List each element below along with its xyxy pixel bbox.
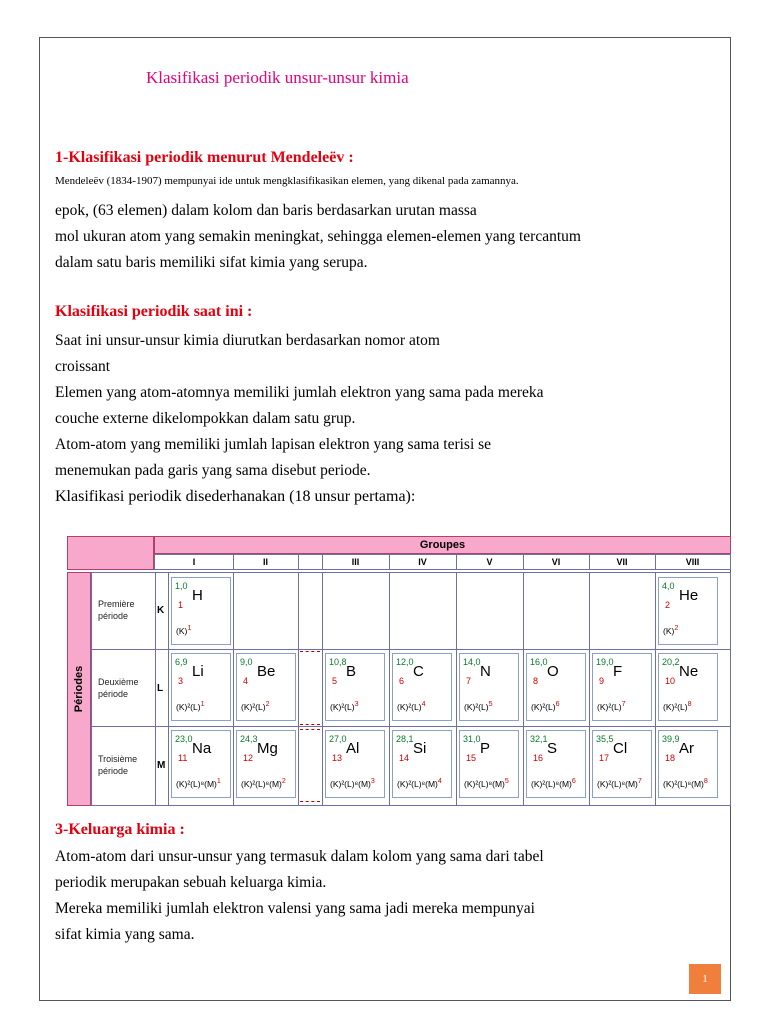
text-line: Saat ini unsur-unsur kimia diurutkan berdasarkan nomor atom (55, 332, 440, 349)
text-line: Atom-atom yang memiliki jumlah lapisan elektron yang sama terisi se (55, 436, 492, 453)
group-numeral: I (192, 557, 196, 567)
shell-label: K (157, 605, 165, 616)
element-cell: 20,2 Ne 10 $(K)^2(L)^8$ (658, 653, 718, 721)
period-label: Première période (98, 599, 135, 621)
text-line: menemukan pada garis yang sama disebut periode. (55, 462, 371, 479)
text-line: sifat kimia yang sama. (55, 926, 195, 943)
shell-label: L (157, 683, 164, 694)
period-label: Deuxième période (98, 677, 139, 699)
document-title: Klasifikasi periodik unsur-unsur kimia (146, 68, 409, 87)
section1-small-line: Mendeleëv (1834-1907) mempunyai ide untuk mengklasifikasikan elemen, yang dikenal pada zamannya. (55, 175, 519, 187)
periodic-table-figure (67, 536, 731, 808)
group-numeral: IV (418, 557, 427, 567)
section2-heading: Klasifikasi periodik saat ini : (55, 303, 253, 320)
element-cell: 16,0 O 8 $(K)^2(L)^6$ (526, 653, 586, 721)
text-line: mol ukuran atom yang semakin meningkat, sehingga elemen-elemen yang tercantum (55, 228, 581, 245)
element-cell: 31,0 P 15 $(K)^2(L)^8(M)^5$ (459, 730, 519, 798)
element-cell: 24,3 Mg 12 $(K)^2(L)^8(M)^2$ (236, 730, 296, 798)
text-line: Elemen yang atom-atomnya memiliki jumlah elektron yang sama pada mereka (55, 384, 544, 401)
element-grid (91, 572, 731, 806)
element-cell: 10,8 B 5 $(K)^2(L)^3$ (325, 653, 385, 721)
section2-paragraph (55, 328, 544, 510)
element-cell: 9,0 Be 4 $(K)^2(L)^2$ (236, 653, 296, 721)
group-numeral: II (262, 557, 268, 567)
period-label: Troisième période (98, 754, 138, 776)
element-cell: 35,5 Cl 17 $(K)^2(L)^8(M)^7$ (592, 730, 652, 798)
section3-heading: 3-Keluarga kimia : (55, 821, 185, 838)
periodes-label: Périodes (67, 572, 91, 806)
group-numeral: III (351, 557, 360, 567)
group-numeral: VIII (685, 557, 700, 567)
group-numerals-row (154, 554, 731, 570)
text-line: croissant (55, 358, 111, 375)
element-cell: 39,9 Ar 18 $(K)^2(L)^8(M)^8$ (658, 730, 718, 798)
section1-paragraph (55, 198, 581, 276)
groupes-header: Groupes (154, 536, 731, 554)
element-cell: 4,0 He 2 $(K)^2$ (658, 577, 718, 645)
text-line: Klasifikasi periodik disederhanakan (18 unsur pertama): (55, 488, 416, 505)
group-numeral: V (486, 557, 493, 567)
element-cell: 28,1 Si 14 $(K)^2(L)^8(M)^4$ (392, 730, 452, 798)
element-cell: 12,0 C 6 $(K)^2(L)^4$ (392, 653, 452, 721)
text-line: dalam satu baris memiliki sifat kimia yang serupa. (55, 254, 368, 271)
section3-paragraph (55, 844, 544, 948)
text-line: Mereka memiliki jumlah elektron valensi yang sama jadi mereka mempunyai (55, 900, 535, 917)
section1-heading: 1-Klasifikasi periodik menurut Mendeleëv : (55, 149, 354, 166)
table-corner (67, 536, 154, 570)
group-numeral: VII (616, 557, 628, 567)
text-line: epok, (63 elemen) dalam kolom dan baris berdasarkan urutan massa (55, 202, 477, 219)
element-cell: 19,0 F 9 $(K)^2(L)^7$ (592, 653, 652, 721)
element-cell: 23,0 Na 11 $(K)^2(L)^8(M)^1$ (171, 730, 231, 798)
element-cell: 27,0 Al 13 $(K)^2(L)^8(M)^3$ (325, 730, 385, 798)
element-cell: 1,0 H 1 $(K)^1$ (171, 577, 231, 645)
text-line: Atom-atom dari unsur-unsur yang termasuk dalam kolom yang sama dari tabel (55, 848, 544, 865)
shell-label: M (157, 760, 166, 771)
element-cell: 14,0 N 7 $(K)^2(L)^5$ (459, 653, 519, 721)
text-line: periodik merupakan sebuah keluarga kimia. (55, 874, 327, 891)
group-numeral: VI (551, 557, 561, 567)
element-cell: 6,9 Li 3 $(K)^2(L)^1$ (171, 653, 231, 721)
element-cell: 32,1 S 16 $(K)^2(L)^8(M)^6$ (526, 730, 586, 798)
page-number-badge: 1 (689, 964, 721, 994)
text-line: couche externe dikelompokkan dalam satu grup. (55, 410, 356, 427)
